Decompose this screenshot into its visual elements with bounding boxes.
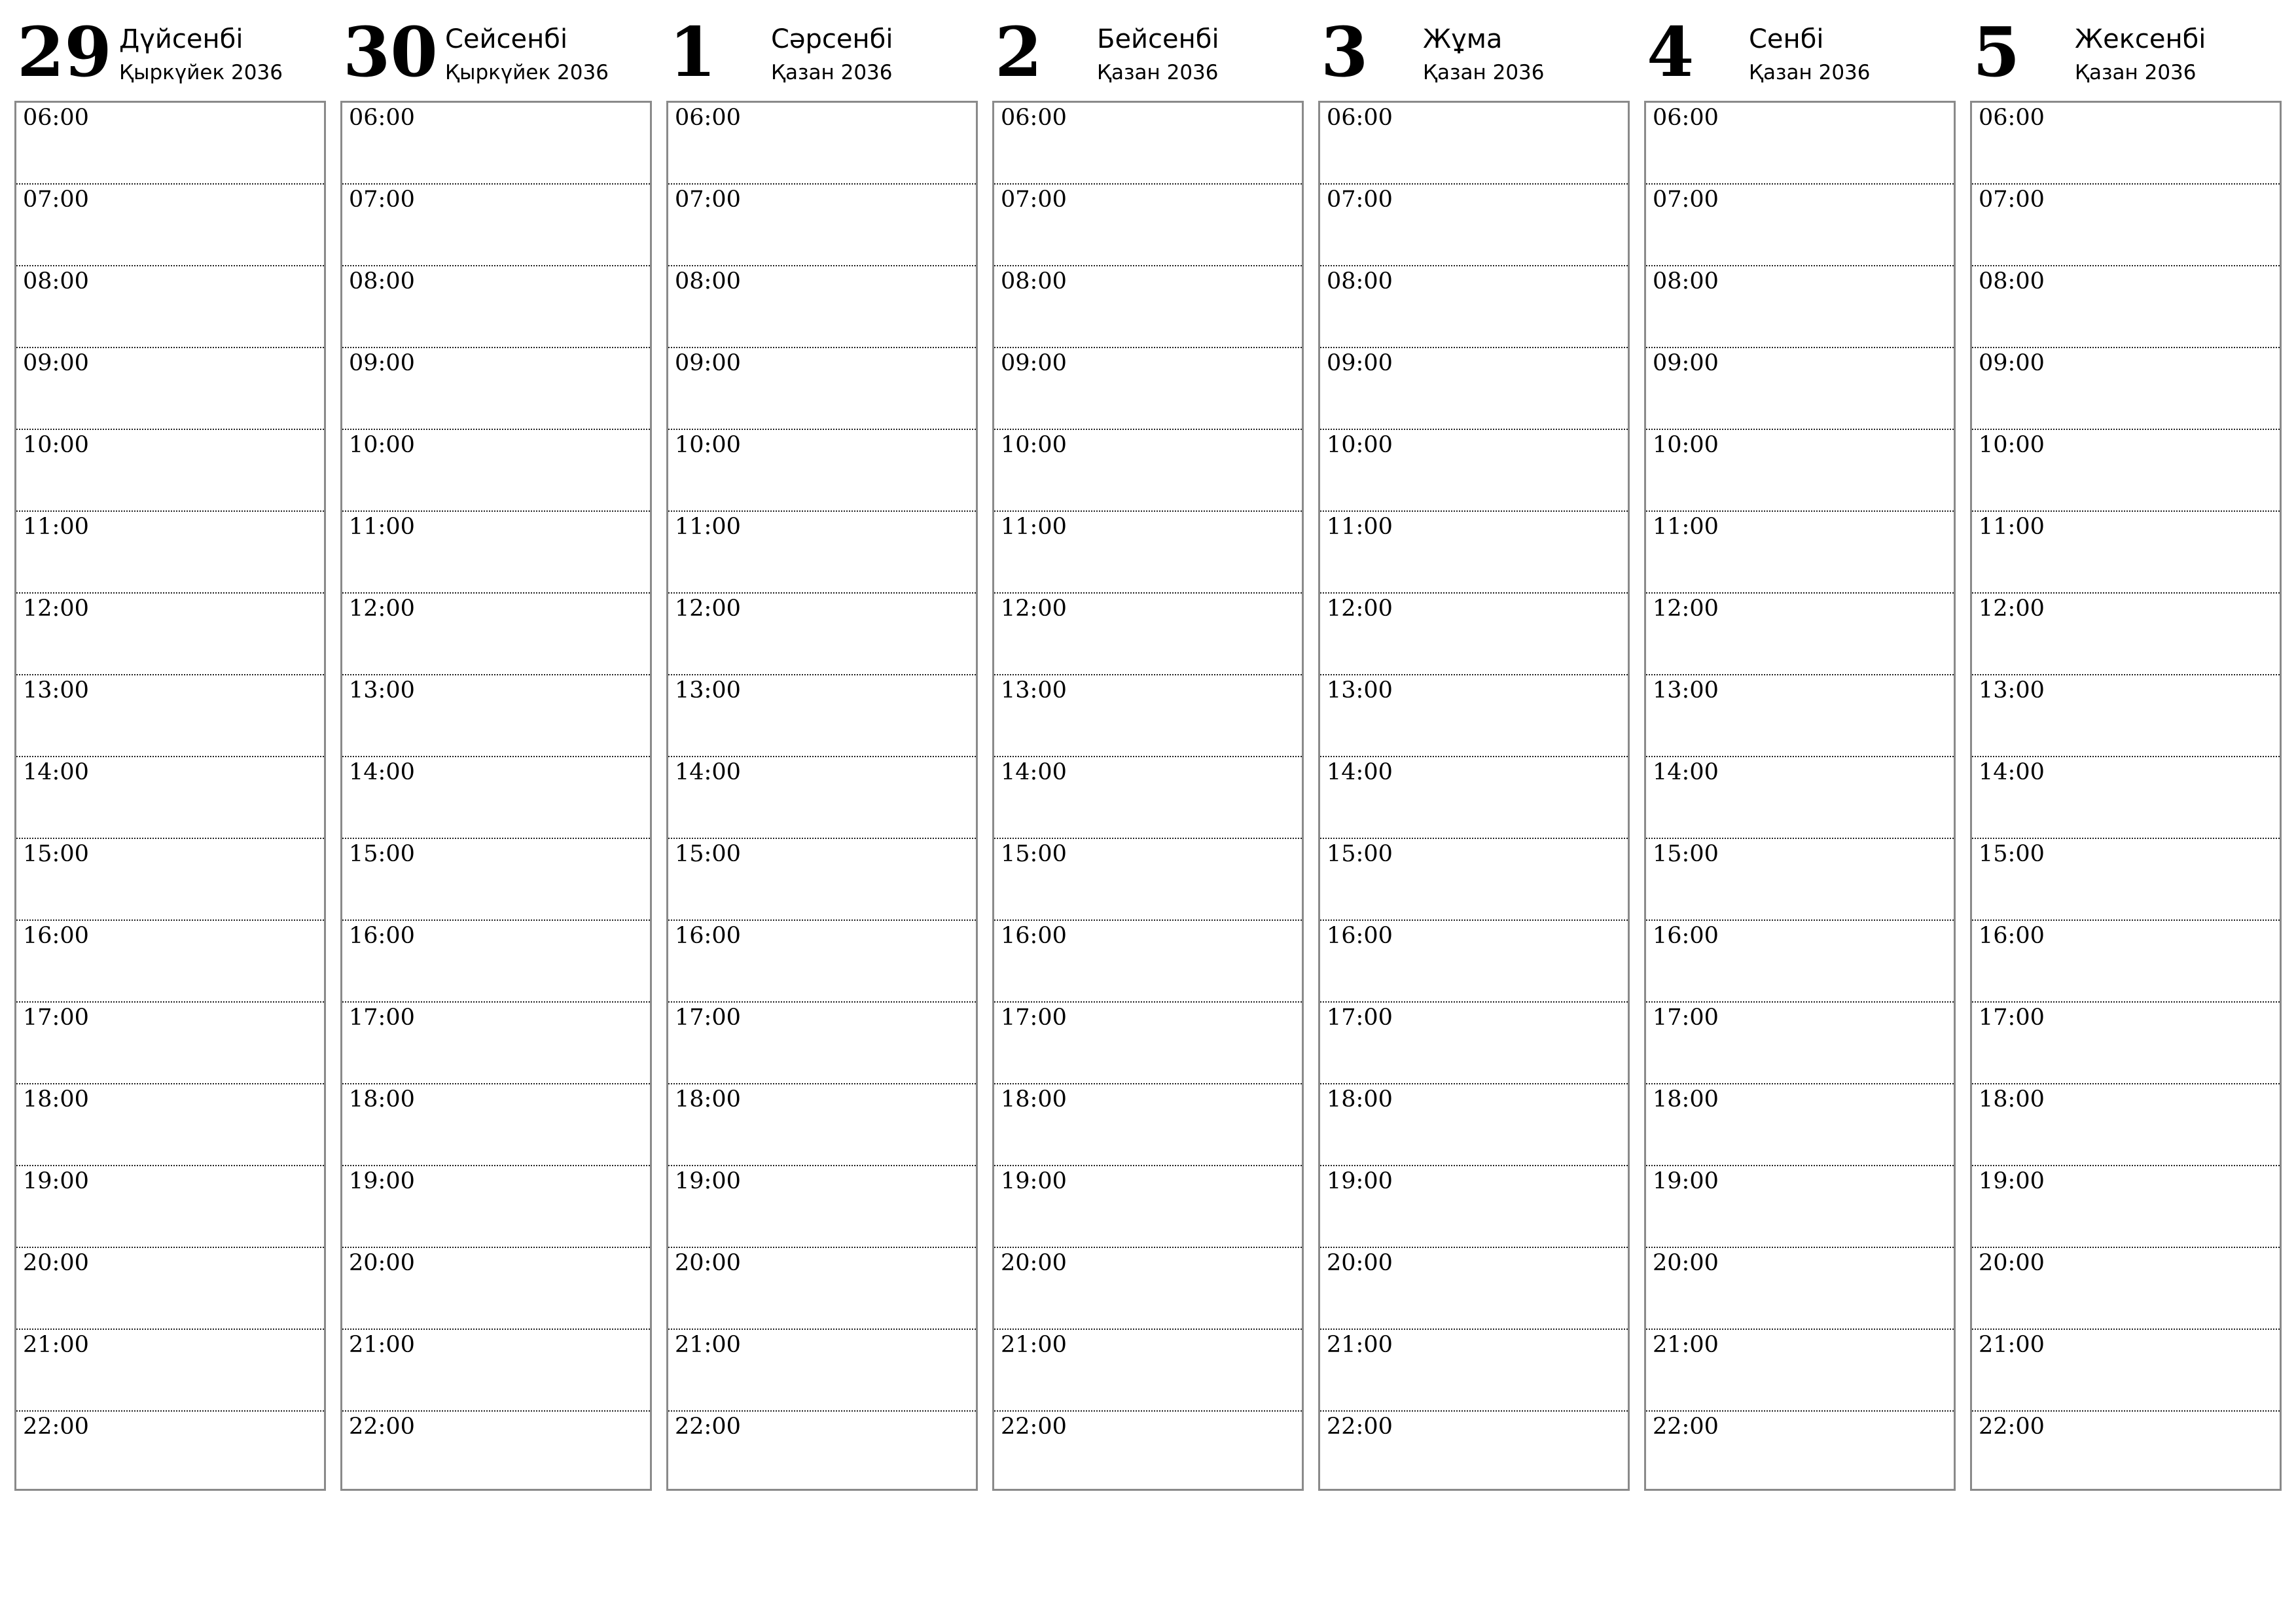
hour-slot[interactable] <box>668 512 976 594</box>
hour-slot[interactable] <box>16 921 324 1003</box>
hour-label: 15:00 <box>23 841 89 867</box>
hour-slot[interactable] <box>668 1166 976 1248</box>
hour-label: 13:00 <box>1001 677 1067 704</box>
hour-label: 14:00 <box>1001 759 1067 785</box>
hour-label: 10:00 <box>1979 432 2045 458</box>
hour-label: 13:00 <box>1979 677 2045 704</box>
hour-slot[interactable] <box>1972 594 2280 675</box>
hour-label: 07:00 <box>349 187 415 213</box>
hour-slot[interactable] <box>1320 675 1628 757</box>
hour-slot[interactable] <box>16 675 324 757</box>
hour-label: 12:00 <box>1979 596 2045 622</box>
hour-label: 22:00 <box>1979 1414 2045 1440</box>
hour-slot[interactable] <box>668 594 976 675</box>
hour-label: 19:00 <box>1327 1168 1393 1194</box>
hour-label: 17:00 <box>1653 1005 1719 1031</box>
day-header <box>992 14 1305 99</box>
hour-slot[interactable] <box>1646 1084 1954 1166</box>
hour-label: 15:00 <box>1653 841 1719 867</box>
hour-label: 12:00 <box>349 596 415 622</box>
hour-label: 11:00 <box>1001 514 1067 540</box>
hour-slot[interactable] <box>16 1248 324 1330</box>
hour-slot[interactable] <box>1646 1003 1954 1084</box>
hour-slot[interactable] <box>994 839 1302 921</box>
hour-slot[interactable] <box>16 185 324 266</box>
hour-slot[interactable] <box>342 1166 650 1248</box>
hour-label: 15:00 <box>349 841 415 867</box>
day-header <box>666 14 979 99</box>
hour-label: 06:00 <box>1653 105 1719 131</box>
hour-label: 14:00 <box>675 759 741 785</box>
hour-slot[interactable] <box>342 103 650 185</box>
hour-label: 22:00 <box>23 1414 89 1440</box>
hour-label: 17:00 <box>1001 1005 1067 1031</box>
hour-label: 15:00 <box>1327 841 1393 867</box>
day-column <box>1318 14 1631 1500</box>
day-name: Жексенбі <box>2075 24 2206 54</box>
hour-slot[interactable] <box>1320 1330 1628 1412</box>
hour-slot[interactable] <box>16 594 324 675</box>
hour-slot[interactable] <box>342 1248 650 1330</box>
hour-slot[interactable] <box>342 1084 650 1166</box>
hour-label: 18:00 <box>1327 1086 1393 1113</box>
hour-slot[interactable] <box>342 921 650 1003</box>
hour-label: 19:00 <box>1001 1168 1067 1194</box>
hour-slot[interactable] <box>1320 1412 1628 1493</box>
hour-label: 18:00 <box>349 1086 415 1113</box>
hour-label: 18:00 <box>1001 1086 1067 1113</box>
hour-label: 08:00 <box>675 268 741 294</box>
hour-label: 07:00 <box>1979 187 2045 213</box>
hour-label: 21:00 <box>1653 1332 1719 1358</box>
hour-label: 21:00 <box>1327 1332 1393 1358</box>
hour-label: 16:00 <box>1327 923 1393 949</box>
hour-slot[interactable] <box>1646 757 1954 839</box>
hour-label: 15:00 <box>675 841 741 867</box>
hour-label: 22:00 <box>1327 1414 1393 1440</box>
hour-label: 11:00 <box>349 514 415 540</box>
hour-label: 21:00 <box>349 1332 415 1358</box>
hour-slot[interactable] <box>1646 675 1954 757</box>
hour-label: 11:00 <box>1979 514 2045 540</box>
hour-slot[interactable] <box>1320 348 1628 430</box>
day-schedule-box <box>992 101 1304 1491</box>
hour-slot[interactable] <box>994 757 1302 839</box>
month-year: Қазан 2036 <box>1749 61 1871 84</box>
hour-slot[interactable] <box>16 348 324 430</box>
hour-slot[interactable] <box>1320 512 1628 594</box>
day-column <box>1644 14 1957 1500</box>
day-schedule-box <box>1644 101 1956 1491</box>
hour-label: 19:00 <box>675 1168 741 1194</box>
hour-label: 19:00 <box>1653 1168 1719 1194</box>
hour-slot[interactable] <box>1972 1003 2280 1084</box>
day-number: 2 <box>995 12 1043 92</box>
hour-slot[interactable] <box>1972 1166 2280 1248</box>
hour-slot[interactable] <box>1646 839 1954 921</box>
day-name: Жұма <box>1423 24 1503 54</box>
hour-label: 09:00 <box>675 350 741 376</box>
hour-label: 16:00 <box>349 923 415 949</box>
hour-label: 16:00 <box>675 923 741 949</box>
hour-slot[interactable] <box>1646 103 1954 185</box>
hour-slot[interactable] <box>994 1003 1302 1084</box>
day-number: 1 <box>669 12 717 92</box>
hour-slot[interactable] <box>1646 512 1954 594</box>
month-year: Қазан 2036 <box>1097 61 1219 84</box>
hour-label: 09:00 <box>1979 350 2045 376</box>
month-year: Қазан 2036 <box>771 61 893 84</box>
hour-label: 11:00 <box>1327 514 1393 540</box>
hour-slot[interactable] <box>1320 103 1628 185</box>
hour-slot[interactable] <box>1972 1248 2280 1330</box>
hour-label: 10:00 <box>349 432 415 458</box>
hour-slot[interactable] <box>1646 430 1954 512</box>
hour-label: 22:00 <box>675 1414 741 1440</box>
hour-slot[interactable] <box>994 675 1302 757</box>
hour-label: 16:00 <box>1979 923 2045 949</box>
hour-label: 08:00 <box>1001 268 1067 294</box>
hour-slot[interactable] <box>1646 921 1954 1003</box>
day-schedule-box <box>14 101 326 1491</box>
hour-label: 07:00 <box>23 187 89 213</box>
hour-label: 09:00 <box>23 350 89 376</box>
hour-label: 20:00 <box>675 1250 741 1276</box>
hour-label: 09:00 <box>1001 350 1067 376</box>
day-name: Дүйсенбі <box>119 24 243 54</box>
hour-slot[interactable] <box>16 103 324 185</box>
hour-label: 18:00 <box>675 1086 741 1113</box>
hour-label: 20:00 <box>1653 1250 1719 1276</box>
hour-slot[interactable] <box>668 675 976 757</box>
hour-slot[interactable] <box>1320 594 1628 675</box>
hour-slot[interactable] <box>342 266 650 348</box>
hour-slot[interactable] <box>1972 675 2280 757</box>
hour-slot[interactable] <box>1646 1166 1954 1248</box>
hour-label: 19:00 <box>1979 1168 2045 1194</box>
hour-slot[interactable] <box>994 266 1302 348</box>
hour-label: 06:00 <box>1001 105 1067 131</box>
day-column <box>340 14 653 1500</box>
hour-slot[interactable] <box>1320 266 1628 348</box>
day-header <box>340 14 653 99</box>
month-year: Қазан 2036 <box>1423 61 1545 84</box>
hour-label: 18:00 <box>23 1086 89 1113</box>
hour-label: 17:00 <box>349 1005 415 1031</box>
hour-slot[interactable] <box>342 839 650 921</box>
hour-slot[interactable] <box>16 1412 324 1493</box>
day-schedule-box <box>666 101 978 1491</box>
hour-slot[interactable] <box>668 839 976 921</box>
hour-slot[interactable] <box>16 430 324 512</box>
hour-label: 15:00 <box>1979 841 2045 867</box>
day-header <box>1970 14 2283 99</box>
hour-slot[interactable] <box>1646 185 1954 266</box>
hour-slot[interactable] <box>1646 594 1954 675</box>
hour-slot[interactable] <box>1972 1412 2280 1493</box>
hour-slot[interactable] <box>668 185 976 266</box>
hour-label: 10:00 <box>1327 432 1393 458</box>
hour-slot[interactable] <box>994 185 1302 266</box>
hour-label: 17:00 <box>1327 1005 1393 1031</box>
day-schedule-box <box>1970 101 2282 1491</box>
hour-label: 06:00 <box>23 105 89 131</box>
hour-slot[interactable] <box>1972 266 2280 348</box>
hour-slot[interactable] <box>994 1330 1302 1412</box>
hour-slot[interactable] <box>994 430 1302 512</box>
hour-slot[interactable] <box>342 1412 650 1493</box>
hour-label: 09:00 <box>1327 350 1393 376</box>
month-year: Қазан 2036 <box>2075 61 2197 84</box>
day-column <box>1970 14 2283 1500</box>
hour-slot[interactable] <box>342 594 650 675</box>
hour-label: 20:00 <box>23 1250 89 1276</box>
hour-slot[interactable] <box>668 921 976 1003</box>
hour-slot[interactable] <box>668 1412 976 1493</box>
day-header <box>14 14 327 99</box>
hour-label: 20:00 <box>1001 1250 1067 1276</box>
hour-label: 07:00 <box>1001 187 1067 213</box>
hour-label: 14:00 <box>349 759 415 785</box>
hour-label: 12:00 <box>1327 596 1393 622</box>
hour-slot[interactable] <box>668 103 976 185</box>
hour-slot[interactable] <box>1320 1166 1628 1248</box>
day-number: 4 <box>1647 12 1695 92</box>
hour-label: 13:00 <box>1327 677 1393 704</box>
day-header <box>1644 14 1957 99</box>
day-name: Сенбі <box>1749 24 1824 54</box>
hour-slot[interactable] <box>1972 1330 2280 1412</box>
hour-label: 22:00 <box>349 1414 415 1440</box>
hour-label: 16:00 <box>1001 923 1067 949</box>
hour-slot[interactable] <box>994 512 1302 594</box>
hour-label: 12:00 <box>23 596 89 622</box>
hour-label: 15:00 <box>1001 841 1067 867</box>
hour-label: 16:00 <box>1653 923 1719 949</box>
hour-slot[interactable] <box>668 757 976 839</box>
hour-slot[interactable] <box>1972 430 2280 512</box>
hour-slot[interactable] <box>342 430 650 512</box>
hour-label: 11:00 <box>23 514 89 540</box>
hour-label: 19:00 <box>349 1168 415 1194</box>
hour-label: 08:00 <box>1327 268 1393 294</box>
hour-label: 22:00 <box>1001 1414 1067 1440</box>
hour-label: 21:00 <box>1001 1332 1067 1358</box>
hour-label: 18:00 <box>1979 1086 2045 1113</box>
hour-label: 20:00 <box>1979 1250 2045 1276</box>
hour-slot[interactable] <box>1646 1412 1954 1493</box>
hour-slot[interactable] <box>668 1248 976 1330</box>
hour-slot[interactable] <box>1320 757 1628 839</box>
day-header <box>1318 14 1631 99</box>
hour-label: 13:00 <box>675 677 741 704</box>
hour-label: 19:00 <box>23 1168 89 1194</box>
day-number: 29 <box>17 12 112 92</box>
day-column <box>992 14 1305 1500</box>
hour-slot[interactable] <box>994 1084 1302 1166</box>
hour-slot[interactable] <box>1972 757 2280 839</box>
hour-slot[interactable] <box>1320 921 1628 1003</box>
hour-slot[interactable] <box>342 1330 650 1412</box>
hour-slot[interactable] <box>1320 185 1628 266</box>
hour-slot[interactable] <box>668 348 976 430</box>
hour-label: 06:00 <box>349 105 415 131</box>
month-year: Қыркүйек 2036 <box>445 61 609 84</box>
hour-label: 11:00 <box>675 514 741 540</box>
day-name: Бейсенбі <box>1097 24 1219 54</box>
hour-slot[interactable] <box>668 1330 976 1412</box>
hour-slot[interactable] <box>1320 839 1628 921</box>
hour-slot[interactable] <box>1646 266 1954 348</box>
hour-label: 21:00 <box>675 1332 741 1358</box>
month-year: Қыркүйек 2036 <box>119 61 283 84</box>
hour-label: 08:00 <box>349 268 415 294</box>
hour-slot[interactable] <box>668 1003 976 1084</box>
hour-slot[interactable] <box>16 512 324 594</box>
day-name: Сейсенбі <box>445 24 568 54</box>
hour-label: 17:00 <box>1979 1005 2045 1031</box>
hour-label: 10:00 <box>1001 432 1067 458</box>
day-column <box>14 14 327 1500</box>
hour-slot[interactable] <box>342 757 650 839</box>
hour-slot[interactable] <box>16 266 324 348</box>
hour-slot[interactable] <box>1646 1330 1954 1412</box>
hour-slot[interactable] <box>1646 348 1954 430</box>
hour-slot[interactable] <box>994 1248 1302 1330</box>
hour-slot[interactable] <box>342 512 650 594</box>
hour-slot[interactable] <box>1972 1084 2280 1166</box>
hour-label: 07:00 <box>1653 187 1719 213</box>
hour-label: 06:00 <box>1979 105 2045 131</box>
hour-label: 06:00 <box>675 105 741 131</box>
hour-label: 18:00 <box>1653 1086 1719 1113</box>
hour-label: 13:00 <box>349 677 415 704</box>
hour-slot[interactable] <box>16 1003 324 1084</box>
hour-slot[interactable] <box>1972 921 2280 1003</box>
day-number: 30 <box>343 12 438 92</box>
hour-slot[interactable] <box>1320 430 1628 512</box>
hour-slot[interactable] <box>1320 1003 1628 1084</box>
hour-slot[interactable] <box>1972 185 2280 266</box>
day-name: Сәрсенбі <box>771 24 893 54</box>
hour-slot[interactable] <box>994 103 1302 185</box>
hour-label: 12:00 <box>675 596 741 622</box>
hour-label: 14:00 <box>23 759 89 785</box>
hour-label: 11:00 <box>1653 514 1719 540</box>
hour-label: 22:00 <box>1653 1414 1719 1440</box>
hour-slot[interactable] <box>1972 348 2280 430</box>
hour-label: 17:00 <box>675 1005 741 1031</box>
hour-slot[interactable] <box>668 430 976 512</box>
hour-slot[interactable] <box>16 1084 324 1166</box>
day-schedule-box <box>340 101 652 1491</box>
day-number: 5 <box>1973 12 2020 92</box>
hour-label: 08:00 <box>1979 268 2045 294</box>
hour-label: 10:00 <box>1653 432 1719 458</box>
hour-label: 14:00 <box>1979 759 2045 785</box>
hour-slot[interactable] <box>16 1330 324 1412</box>
hour-slot[interactable] <box>1646 1248 1954 1330</box>
hour-slot[interactable] <box>668 266 976 348</box>
hour-label: 16:00 <box>23 923 89 949</box>
hour-label: 10:00 <box>23 432 89 458</box>
hour-label: 20:00 <box>349 1250 415 1276</box>
day-schedule-box <box>1318 101 1630 1491</box>
hour-slot[interactable] <box>994 1412 1302 1493</box>
hour-slot[interactable] <box>342 185 650 266</box>
hour-slot[interactable] <box>342 675 650 757</box>
hour-label: 07:00 <box>675 187 741 213</box>
hour-label: 08:00 <box>23 268 89 294</box>
hour-slot[interactable] <box>1320 1248 1628 1330</box>
day-number: 3 <box>1321 12 1369 92</box>
hour-slot[interactable] <box>994 348 1302 430</box>
hour-label: 13:00 <box>1653 677 1719 704</box>
hour-label: 21:00 <box>23 1332 89 1358</box>
weekly-planner <box>14 14 2286 1500</box>
hour-slot[interactable] <box>342 1003 650 1084</box>
day-column <box>666 14 979 1500</box>
hour-label: 17:00 <box>23 1005 89 1031</box>
hour-slot[interactable] <box>16 839 324 921</box>
hour-label: 12:00 <box>1653 596 1719 622</box>
hour-label: 08:00 <box>1653 268 1719 294</box>
hour-slot[interactable] <box>1320 1084 1628 1166</box>
hour-label: 14:00 <box>1653 759 1719 785</box>
hour-label: 07:00 <box>1327 187 1393 213</box>
hour-label: 14:00 <box>1327 759 1393 785</box>
hour-label: 13:00 <box>23 677 89 704</box>
hour-slot[interactable] <box>1972 512 2280 594</box>
hour-slot[interactable] <box>994 921 1302 1003</box>
hour-slot[interactable] <box>16 757 324 839</box>
hour-label: 09:00 <box>1653 350 1719 376</box>
hour-label: 06:00 <box>1327 105 1393 131</box>
hour-label: 10:00 <box>675 432 741 458</box>
hour-slot[interactable] <box>16 1166 324 1248</box>
hour-label: 09:00 <box>349 350 415 376</box>
hour-slot[interactable] <box>668 1084 976 1166</box>
hour-slot[interactable] <box>342 348 650 430</box>
hour-slot[interactable] <box>994 594 1302 675</box>
hour-label: 21:00 <box>1979 1332 2045 1358</box>
hour-label: 20:00 <box>1327 1250 1393 1276</box>
hour-slot[interactable] <box>1972 103 2280 185</box>
hour-label: 12:00 <box>1001 596 1067 622</box>
hour-slot[interactable] <box>1972 839 2280 921</box>
hour-slot[interactable] <box>994 1166 1302 1248</box>
